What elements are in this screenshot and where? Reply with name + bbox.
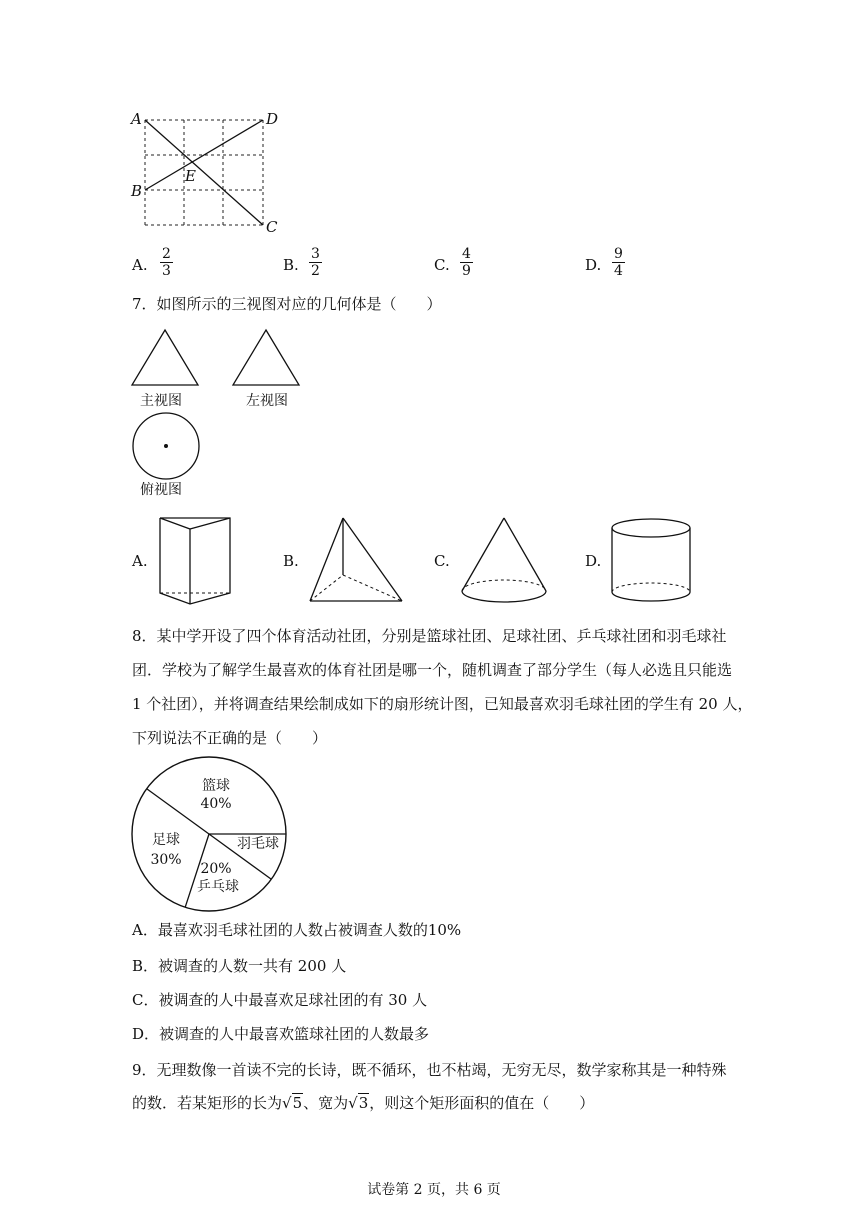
q9-line-1: 9．无理数像一首读不完的长诗，既不循环，也不枯竭，无穷无尽，数学家称其是一种特殊 — [132, 1061, 727, 1079]
q8-option-d: D．被调查的人中最喜欢篮球社团的人数最多 — [132, 1025, 430, 1043]
pie-label-name-1: 足球 — [152, 832, 180, 848]
front-view-triangle — [130, 328, 200, 388]
label-a: A — [131, 110, 142, 128]
pie-label-name-3: 羽毛球 — [237, 836, 279, 852]
q8-line-3: 1 个社团），并将调查结果绘制成如下的扇形统计图，已知最喜欢羽毛球社团的学生有 20 人， — [132, 695, 753, 713]
q7-option-c-label: C. — [434, 552, 450, 570]
q7-option-a-label: A. — [132, 552, 148, 570]
q8-option-a: A．最喜欢羽毛球社团的人数占被调查人数的10% — [132, 921, 462, 939]
pie-label-name-2: 乒乓球 — [197, 879, 239, 895]
segment-ac — [145, 120, 263, 225]
pie-chart — [128, 756, 294, 912]
q6-option-d: D. — [585, 256, 602, 274]
label-d: D — [266, 110, 279, 128]
q6-option-b: B. — [283, 256, 299, 274]
label-e: E — [185, 167, 196, 185]
top-view-circle — [130, 410, 202, 482]
page-footer: 试卷第 2 页，共 6 页 — [367, 1182, 501, 1198]
pie-label-name-0: 篮球 — [202, 778, 230, 794]
cone — [458, 515, 552, 605]
triangular-pyramid — [307, 515, 405, 605]
grid-figure — [125, 108, 285, 236]
q6-option-a-fraction: $\frac{2}{3}$ — [162, 246, 171, 279]
q6-option-b-fraction: $\frac{3}{2}$ — [311, 246, 320, 279]
segment-bd — [145, 120, 263, 190]
q7-option-b-label: B. — [283, 552, 299, 570]
pie-label-value-0: 40% — [200, 796, 232, 812]
q8-line-2: 团．学校为了解学生最喜欢的体育社团是哪一个，随机调查了部分学生（每人必选且只能选 — [132, 661, 733, 679]
label-b: B — [131, 182, 143, 200]
sqrt-three: √3 — [348, 1094, 369, 1112]
q6-option-d-fraction: $\frac{9}{4}$ — [614, 246, 623, 279]
triangular-prism — [156, 513, 236, 607]
q8-option-b: B．被调查的人数一共有 200 人 — [132, 957, 347, 975]
label-c: C — [266, 218, 278, 236]
cylinder — [609, 516, 695, 606]
q8-line-4: 下列说法不正确的是（ ） — [132, 729, 328, 747]
left-view-triangle — [231, 328, 301, 388]
q8-option-c: C．被调查的人中最喜欢足球社团的有 30 人 — [132, 991, 428, 1009]
q7-question: 7．如图所示的三视图对应的几何体是（ ） — [132, 295, 442, 313]
q9-line-2: 的数．若某矩形的长为√5、宽为√3，则这个矩形面积的值在（ ） — [132, 1094, 595, 1112]
left-view-caption: 左视图 — [246, 393, 288, 409]
sqrt-five: √5 — [282, 1094, 303, 1112]
q8-line-1: 8．某中学开设了四个体育活动社团，分别是篮球社团、足球社团、乒乓球社团和羽毛球社 — [132, 627, 727, 645]
q7-option-d-label: D. — [585, 552, 602, 570]
pie-label-value-2: 20% — [200, 861, 232, 877]
top-view-caption: 俯视图 — [140, 482, 182, 498]
front-view-caption: 主视图 — [140, 393, 182, 409]
pie-label-value-1: 30% — [150, 852, 182, 868]
q6-option-a: A. — [132, 256, 148, 274]
q6-option-c: C. — [434, 256, 450, 274]
q6-option-c-fraction: $\frac{4}{9}$ — [462, 246, 471, 279]
